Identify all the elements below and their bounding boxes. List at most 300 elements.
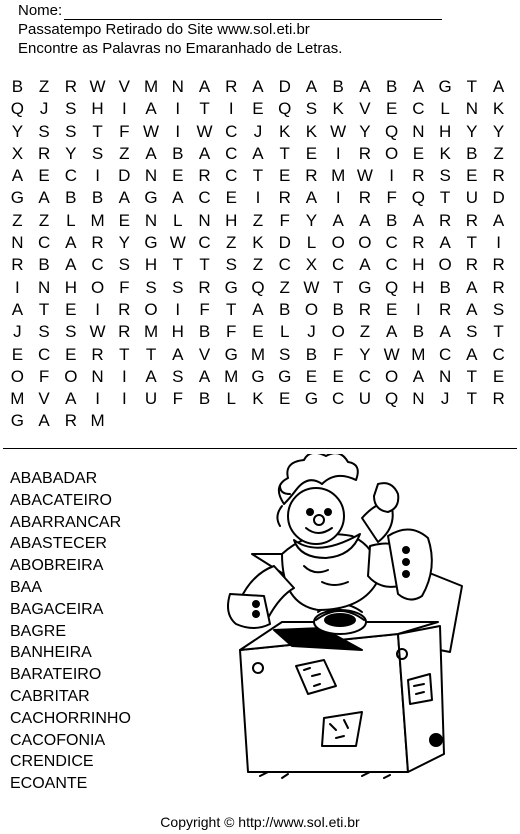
grid-letter: A (439, 322, 451, 342)
name-label: Nome: (18, 2, 63, 19)
grid-letter: I (335, 188, 341, 208)
grid-letter: N (91, 366, 104, 386)
grid-letter: O (304, 299, 319, 319)
grid-letter: T (466, 389, 478, 409)
grid-letter: Y (305, 210, 318, 230)
grid-letter: F (119, 277, 130, 297)
grid-letter: I (15, 277, 20, 297)
grid-letter: E (466, 166, 478, 186)
grid-letter: T (332, 277, 344, 297)
grid-letter: S (38, 121, 50, 141)
grid-letter: T (199, 99, 210, 119)
worksheet-header (18, 2, 508, 58)
word-list-item: CRENDICE (10, 753, 94, 771)
grid-letter: Y (11, 121, 24, 141)
grid-letter: H (144, 255, 158, 275)
grid-letter: Q (251, 277, 265, 297)
grid-letter: Q (10, 99, 24, 119)
grid-letter: T (466, 366, 478, 386)
grid-letter: O (10, 366, 24, 386)
word-list-item: ABASTECER (10, 535, 107, 553)
grid-letter: S (279, 344, 291, 364)
grid-letter: R (91, 344, 104, 364)
grid-letter: T (493, 322, 504, 342)
grid-letter: B (385, 77, 398, 96)
grid-letter: C (198, 188, 211, 208)
grid-letter: A (145, 99, 157, 119)
grid-letter: R (91, 233, 104, 253)
grid-letter: B (91, 188, 104, 208)
grid-letter: E (11, 344, 24, 364)
grid-letter: V (118, 77, 130, 96)
grid-letter: C (412, 99, 425, 119)
grid-letter: N (37, 277, 51, 297)
grid-letter: D (278, 77, 291, 96)
grid-letter: S (38, 322, 50, 342)
grid-letter: E (385, 99, 398, 119)
grid-letter: B (11, 77, 24, 96)
grid-letter: T (252, 166, 264, 186)
grid-letter: R (438, 210, 452, 230)
grid-letter: H (225, 210, 238, 230)
grid-letter: I (175, 99, 181, 119)
grid-letter: S (65, 99, 77, 119)
grid-letter: W (169, 233, 186, 253)
grid-letter: O (385, 143, 399, 163)
grid-letter: L (173, 210, 183, 230)
grid-letter: G (304, 389, 319, 409)
grid-letter: Y (492, 121, 505, 141)
grid-letter: C (225, 121, 238, 141)
grid-letter: K (305, 121, 318, 141)
grid-letter: O (438, 255, 452, 275)
grid-letter: B (439, 277, 451, 297)
grid-letter: R (278, 188, 291, 208)
grid-letter: M (143, 322, 159, 342)
grid-letter: T (466, 77, 478, 96)
grid-letter: R (118, 299, 131, 319)
grid-letter: E (65, 299, 77, 319)
grid-letter: R (64, 77, 77, 96)
grid-letter: N (11, 233, 24, 253)
grid-letter: J (253, 121, 263, 141)
grid-letter: E (332, 366, 344, 386)
grid-letter: Y (359, 344, 371, 364)
grid-letter: M (224, 366, 239, 386)
grid-letter: N (171, 77, 184, 96)
grid-letter: C (385, 255, 398, 275)
grid-letter: H (64, 277, 77, 297)
grid-letter: A (65, 255, 77, 275)
grid-letter: B (466, 143, 478, 163)
grid-letter: R (492, 277, 505, 297)
grid-letter: Q (385, 277, 399, 297)
grid-letter: T (226, 299, 237, 319)
word-list-item: BANHEIRA (10, 644, 92, 662)
word-list-item: BARATEIRO (10, 666, 102, 684)
grid-letter: Z (226, 233, 237, 253)
grid-letter: F (119, 121, 130, 141)
grid-letter: H (412, 277, 425, 297)
word-list-item: BAA (10, 578, 43, 596)
grid-letter: I (496, 233, 501, 253)
grid-letter: A (38, 411, 50, 431)
grid-letter: A (439, 233, 451, 253)
grid-letter: A (466, 277, 478, 297)
grid-letter: B (172, 143, 184, 163)
grid-letter: J (307, 322, 316, 342)
grid-letter: B (198, 389, 211, 409)
name-field (18, 2, 508, 20)
grid-letter: E (172, 166, 184, 186)
grid-letter: I (389, 166, 395, 186)
grid-letter: C (332, 255, 345, 275)
grid-letter: L (306, 233, 317, 253)
grid-letter: R (465, 255, 478, 275)
grid-letter: U (358, 389, 372, 409)
grid-letter: E (305, 366, 318, 386)
grid-letter: Q (385, 121, 399, 141)
grid-letter: A (492, 210, 505, 230)
grid-letter: A (492, 77, 505, 96)
grid-letter: I (228, 99, 234, 119)
word-list-item: CACHORRINHO (10, 709, 131, 727)
grid-letter: G (10, 188, 24, 208)
grid-letter: A (466, 344, 478, 364)
grid-letter: E (279, 389, 291, 409)
grid-letter: S (172, 277, 184, 297)
grid-letter: F (172, 389, 183, 409)
grid-letter: M (90, 210, 105, 230)
grid-letter: R (64, 411, 77, 431)
grid-letter: M (90, 411, 105, 431)
grid-letter: I (95, 166, 100, 186)
grid-letter: D (118, 166, 131, 186)
word-list-item: ABABADAR (10, 470, 98, 487)
grid-letter: W (196, 121, 213, 141)
grid-letter: A (172, 344, 184, 364)
grid-letter: N (465, 99, 478, 119)
grid-letter: C (91, 255, 104, 275)
grid-letter: I (255, 188, 261, 208)
grid-letter: Y (65, 143, 77, 163)
grid-letter: K (332, 99, 344, 119)
word-list (10, 468, 131, 795)
grid-letter: A (172, 188, 184, 208)
grid-letter: O (331, 322, 345, 342)
grid-letter: W (356, 166, 373, 186)
word-list-item: CABRITAR (10, 687, 90, 705)
grid-letter: S (91, 143, 104, 163)
grid-letter: A (359, 77, 371, 96)
grid-letter: R (492, 389, 505, 409)
grid-letter: V (359, 99, 371, 119)
grid-letter: X (11, 143, 24, 163)
grid-letter: Z (279, 277, 290, 297)
grid-letter: L (226, 389, 236, 409)
grid-letter: T (92, 121, 103, 141)
grid-letter: F (199, 299, 210, 319)
grid-letter: U (465, 188, 478, 208)
grid-letter: R (11, 255, 24, 275)
grid-letter: E (38, 166, 50, 186)
grid-letter: C (358, 366, 372, 386)
grid-letter: E (305, 143, 318, 163)
grid-letter: Z (359, 322, 371, 342)
grid-letter: A (11, 299, 24, 319)
grid-letter: S (225, 255, 237, 275)
grid-letter: I (416, 299, 421, 319)
grid-letter: E (225, 188, 237, 208)
word-list-item: BAGRE (10, 622, 67, 640)
grid-letter: S (466, 322, 478, 342)
grid-letter: Z (252, 210, 264, 230)
grid-letter: E (65, 344, 77, 364)
word-list-item: ABARRANCAR (10, 513, 122, 531)
grid-letter: E (252, 322, 264, 342)
grid-letter: J (440, 389, 450, 409)
grid-letter: Z (119, 143, 130, 163)
grid-letter: V (38, 389, 50, 409)
grid-letter: V (198, 344, 211, 364)
grid-letter: C (332, 389, 345, 409)
grid-letter: A (252, 77, 264, 96)
grid-letter: W (330, 121, 347, 141)
grid-letter: C (64, 166, 77, 186)
grid-letter: C (278, 255, 291, 275)
grid-letter: A (385, 322, 398, 342)
grid-letter: N (198, 210, 211, 230)
grid-letter: N (412, 389, 425, 409)
grid-letter: G (438, 77, 452, 96)
grid-letter: Y (466, 121, 478, 141)
grid-letter: A (38, 188, 50, 208)
grid-letter: I (121, 389, 127, 409)
grid-letter: N (144, 210, 158, 230)
grid-letter: Z (12, 210, 23, 230)
grid-letter: C (492, 344, 505, 364)
grid-letter: R (492, 166, 505, 186)
grid-letter: L (440, 99, 450, 119)
word-list-item: CACOFONIA (10, 731, 106, 749)
grid-letter: X (305, 255, 318, 275)
grid-letter: B (279, 299, 291, 319)
grid-letter: B (412, 322, 425, 342)
grid-letter: A (145, 143, 157, 163)
grid-letter: E (492, 366, 505, 386)
grid-letter: B (65, 188, 77, 208)
grid-letter: O (64, 366, 78, 386)
grid-letter: R (198, 277, 211, 297)
grid-letter: N (144, 166, 158, 186)
grid-letter: Z (38, 77, 50, 96)
grid-letter: O (331, 233, 345, 253)
grid-letter: G (278, 366, 292, 386)
grid-letter: B (332, 77, 344, 96)
grid-letter: L (279, 322, 290, 342)
grid-letter: R (198, 166, 211, 186)
grid-letter: E (412, 143, 425, 163)
jack-in-the-box-icon (212, 454, 472, 780)
grid-letter: Z (493, 143, 504, 163)
grid-letter: B (38, 255, 50, 275)
grid-letter: A (332, 210, 344, 230)
word-list-item: ECOANTE (10, 775, 88, 793)
grid-letter: W (383, 344, 400, 364)
grid-letter: T (279, 143, 290, 163)
grid-letter: R (412, 233, 425, 253)
grid-letter: M (143, 77, 159, 96)
grid-letter: K (252, 389, 264, 409)
section-divider (3, 448, 517, 449)
grid-letter: R (438, 299, 452, 319)
grid-letter: O (90, 277, 105, 297)
grid-letter: A (118, 188, 130, 208)
grid-letter: Q (411, 188, 425, 208)
grid-letter: A (252, 299, 264, 319)
grid-letter: A (305, 188, 318, 208)
name-blank-line (64, 5, 442, 20)
grid-letter: R (225, 77, 238, 96)
grid-letter: A (11, 166, 24, 186)
grid-letter: B (198, 322, 211, 342)
grid-letter: M (250, 344, 266, 364)
grid-letter: A (145, 366, 157, 386)
grid-letter: B (332, 299, 344, 319)
grid-letter: I (175, 121, 181, 141)
grid-letter: N (412, 121, 425, 141)
grid-letter: A (65, 233, 77, 253)
grid-letter: I (121, 366, 127, 386)
word-list-item: ABACATEIRO (10, 491, 112, 509)
grid-letter: S (118, 255, 130, 275)
grid-letter: W (89, 322, 106, 342)
grid-letter: Q (278, 99, 292, 119)
grid-letter: E (252, 99, 264, 119)
grid-letter: S (492, 299, 505, 319)
grid-letter: O (144, 299, 158, 319)
grid-letter: F (332, 344, 344, 364)
grid-letter: T (466, 233, 478, 253)
grid-letter: C (438, 344, 452, 364)
grid-letter: K (252, 233, 264, 253)
grid-letter: A (305, 77, 318, 96)
grid-letter: G (10, 411, 24, 431)
grid-letter: S (305, 99, 318, 119)
grid-letter: T (172, 255, 183, 275)
grid-letter: A (65, 389, 77, 409)
grid-letter: F (386, 188, 397, 208)
grid-letter: B (305, 344, 318, 364)
grid-letter: H (91, 99, 104, 119)
grid-letter: E (385, 299, 398, 319)
grid-letter: E (118, 210, 130, 230)
grid-letter: K (439, 143, 451, 163)
grid-letter: S (145, 277, 157, 297)
grid-letter: R (358, 188, 372, 208)
grid-letter: Y (118, 233, 130, 253)
grid-letter: R (305, 166, 318, 186)
grid-letter: H (438, 121, 452, 141)
word-list-item: BAGACEIRA (10, 600, 104, 618)
grid-letter: G (144, 188, 158, 208)
grid-letter: T (439, 188, 451, 208)
source-line: Passatempo Retirado do Site www.sol.eti.br (18, 21, 310, 38)
grid-letter: Q (385, 389, 399, 409)
grid-letter: G (251, 366, 265, 386)
grid-letter: J (39, 99, 49, 119)
grid-letter: A (359, 210, 371, 230)
grid-letter: T (38, 299, 50, 319)
grid-letter: C (37, 233, 51, 253)
grid-letter: U (144, 389, 158, 409)
grid-letter: M (10, 389, 25, 409)
copyright-notice: Copyright © http://www.sol.eti.br (160, 814, 360, 830)
grid-letter: O (385, 366, 399, 386)
word-list-item: ABOBREIRA (10, 557, 104, 575)
grid-letter: W (143, 121, 160, 141)
grid-letter: A (252, 143, 264, 163)
word-search-grid (4, 76, 512, 433)
grid-letter: A (359, 255, 371, 275)
grid-letter: N (438, 366, 452, 386)
grid-letter: D (278, 233, 291, 253)
grid-letter: Z (38, 210, 50, 230)
grid-letter: I (95, 299, 100, 319)
grid-letter: A (198, 77, 211, 96)
grid-letter: F (279, 210, 290, 230)
grid-letter: L (66, 210, 76, 230)
grid-letter: F (226, 322, 237, 342)
grid-letter: H (171, 322, 184, 342)
grid-letter: R (358, 299, 372, 319)
grid-letter: S (65, 121, 77, 141)
grid-letter: R (37, 143, 51, 163)
grid-letter: F (38, 366, 50, 386)
grid-letter: R (358, 143, 372, 163)
grid-letter: Y (359, 121, 371, 141)
grid-letter: R (118, 322, 131, 342)
grid-letter: A (412, 77, 425, 96)
grid-letter: T (199, 255, 210, 275)
grid-letter: G (144, 233, 158, 253)
grid-letter: A (412, 366, 425, 386)
grid-letter: M (331, 166, 346, 186)
grid-letter: I (175, 299, 181, 319)
grid-letter: S (439, 166, 451, 186)
grid-letter: C (37, 344, 51, 364)
grid-letter: Z (252, 255, 264, 275)
grid-letter: K (492, 99, 505, 119)
grid-letter: R (412, 166, 425, 186)
grid-letter: G (358, 277, 372, 297)
grid-letter: M (411, 344, 426, 364)
grid-letter: W (89, 77, 106, 96)
grid-letter: C (225, 143, 238, 163)
grid-letter: G (224, 277, 238, 297)
grid-letter: C (385, 233, 398, 253)
grid-letter: B (385, 210, 398, 230)
grid-letter: J (13, 322, 22, 342)
grid-letter: C (198, 233, 211, 253)
grid-letter: K (279, 121, 291, 141)
grid-letter: R (492, 255, 505, 275)
grid-letter: O (358, 233, 372, 253)
grid-letter: W (303, 277, 320, 297)
grid-letter: A (198, 366, 211, 386)
grid-letter: T (119, 344, 130, 364)
grid-letter: T (145, 344, 157, 364)
